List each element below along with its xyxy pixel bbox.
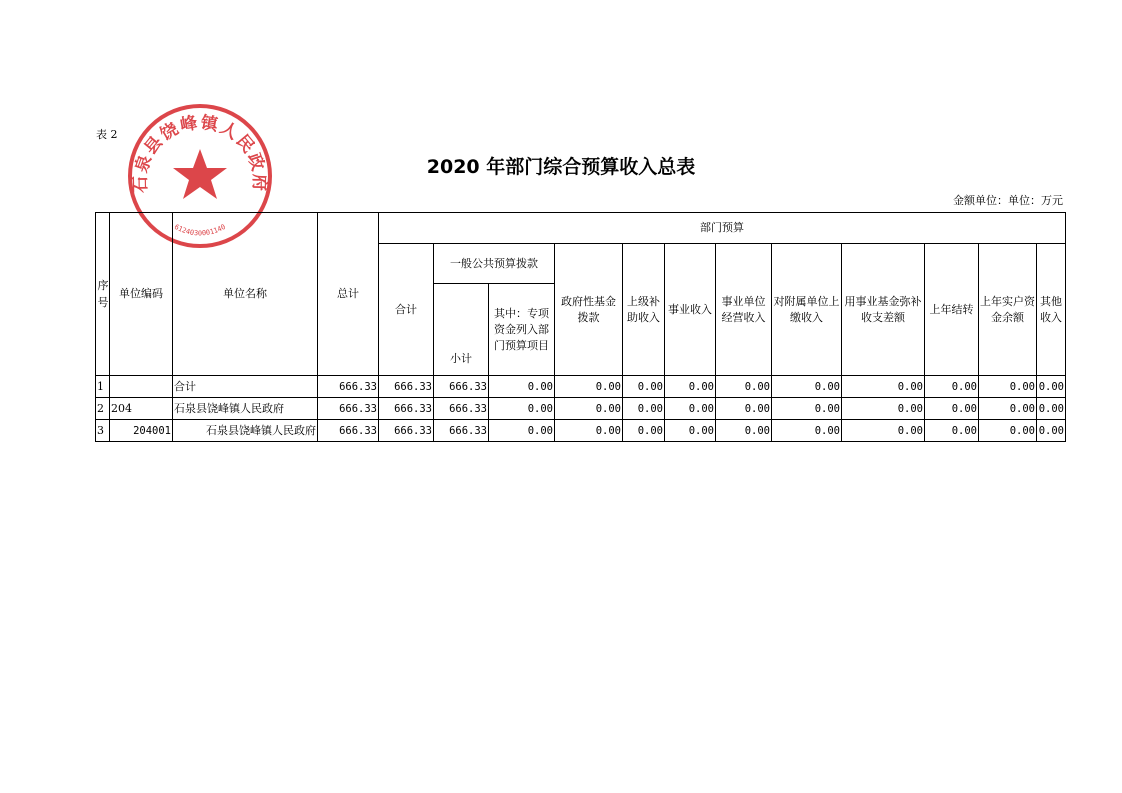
cell-other: 0.00 [1037,420,1066,442]
cell-carryover: 0.00 [925,398,979,420]
cell-fund-offset: 0.00 [842,398,925,420]
cell-total: 666.33 [318,398,379,420]
cell-business: 0.00 [665,398,716,420]
cell-other: 0.00 [1037,376,1066,398]
cell-affiliated: 0.00 [772,376,842,398]
header-carryover: 上年结转 [925,244,979,376]
cell-sum: 666.33 [379,420,434,442]
header-unit-name: 单位名称 [173,213,318,376]
cell-prior-balance: 0.00 [979,420,1037,442]
cell-prior-balance: 0.00 [979,398,1037,420]
cell-gov-fund: 0.00 [555,398,623,420]
header-special-items: 其中：专项资金列入部门预算项目 [489,284,555,376]
cell-name: 石泉县饶峰镇人民政府 [173,398,318,420]
header-business-income: 事业收入 [665,244,716,376]
cell-business: 0.00 [665,420,716,442]
header-fund-offset: 用事业基金弥补收支差额 [842,244,925,376]
cell-fund-offset: 0.00 [842,376,925,398]
cell-carryover: 0.00 [925,420,979,442]
budget-table [95,212,1066,442]
cell-subtotal: 666.33 [434,376,489,398]
cell-business: 0.00 [665,376,716,398]
cell-name: 合计 [173,376,318,398]
cell-code: 204001 [110,420,173,442]
table-row [96,376,1066,398]
header-sum: 合计 [379,244,434,376]
cell-code [110,376,173,398]
cell-sum: 666.33 [379,398,434,420]
header-general-public: 一般公共预算拨款 [434,244,555,284]
cell-carryover: 0.00 [925,376,979,398]
cell-prior-balance: 0.00 [979,376,1037,398]
page-title: 2020 年部门综合预算收入总表 [426,156,696,178]
cell-upper: 0.00 [623,376,665,398]
cell-seq: 2 [96,398,110,420]
header-prior-balance: 上年实户资金余额 [979,244,1037,376]
unit-note: 金额单位：单位：万元 [953,194,1063,207]
header-upper-subsidy: 上级补助收入 [623,244,665,376]
cell-special: 0.00 [489,376,555,398]
cell-gov-fund: 0.00 [555,376,623,398]
header-subtotal: 小计 [434,284,489,376]
header-affiliated-payment: 对附属单位上缴收入 [772,244,842,376]
header-other-income: 其他收入 [1037,244,1066,376]
cell-operating: 0.00 [716,420,772,442]
cell-affiliated: 0.00 [772,398,842,420]
cell-subtotal: 666.33 [434,398,489,420]
cell-upper: 0.00 [623,420,665,442]
cell-total: 666.33 [318,376,379,398]
header-total: 总计 [318,213,379,376]
header-unit-code: 单位编码 [110,213,173,376]
cell-gov-fund: 0.00 [555,420,623,442]
table-label: 表 2 [96,128,118,141]
cell-special: 0.00 [489,420,555,442]
seal-code: 6124030001140 [172,222,228,238]
seal-text: 石泉县饶峰镇人民政府 [130,112,270,194]
cell-total: 666.33 [318,420,379,442]
table-row [96,420,1066,442]
cell-fund-offset: 0.00 [842,420,925,442]
header-seq: 序号 [96,213,110,376]
cell-seq: 3 [96,420,110,442]
cell-operating: 0.00 [716,376,772,398]
cell-operating: 0.00 [716,398,772,420]
cell-affiliated: 0.00 [772,420,842,442]
header-gov-fund: 政府性基金拨款 [555,244,623,376]
cell-code: 204 [110,398,173,420]
cell-other: 0.00 [1037,398,1066,420]
header-dept-budget: 部门预算 [379,213,1066,244]
cell-upper: 0.00 [623,398,665,420]
header-operating-income: 事业单位经营收入 [716,244,772,376]
cell-special: 0.00 [489,398,555,420]
cell-name: 石泉县饶峰镇人民政府 [173,420,318,442]
cell-sum: 666.33 [379,376,434,398]
table-row [96,398,1066,420]
cell-seq: 1 [96,376,110,398]
cell-subtotal: 666.33 [434,420,489,442]
